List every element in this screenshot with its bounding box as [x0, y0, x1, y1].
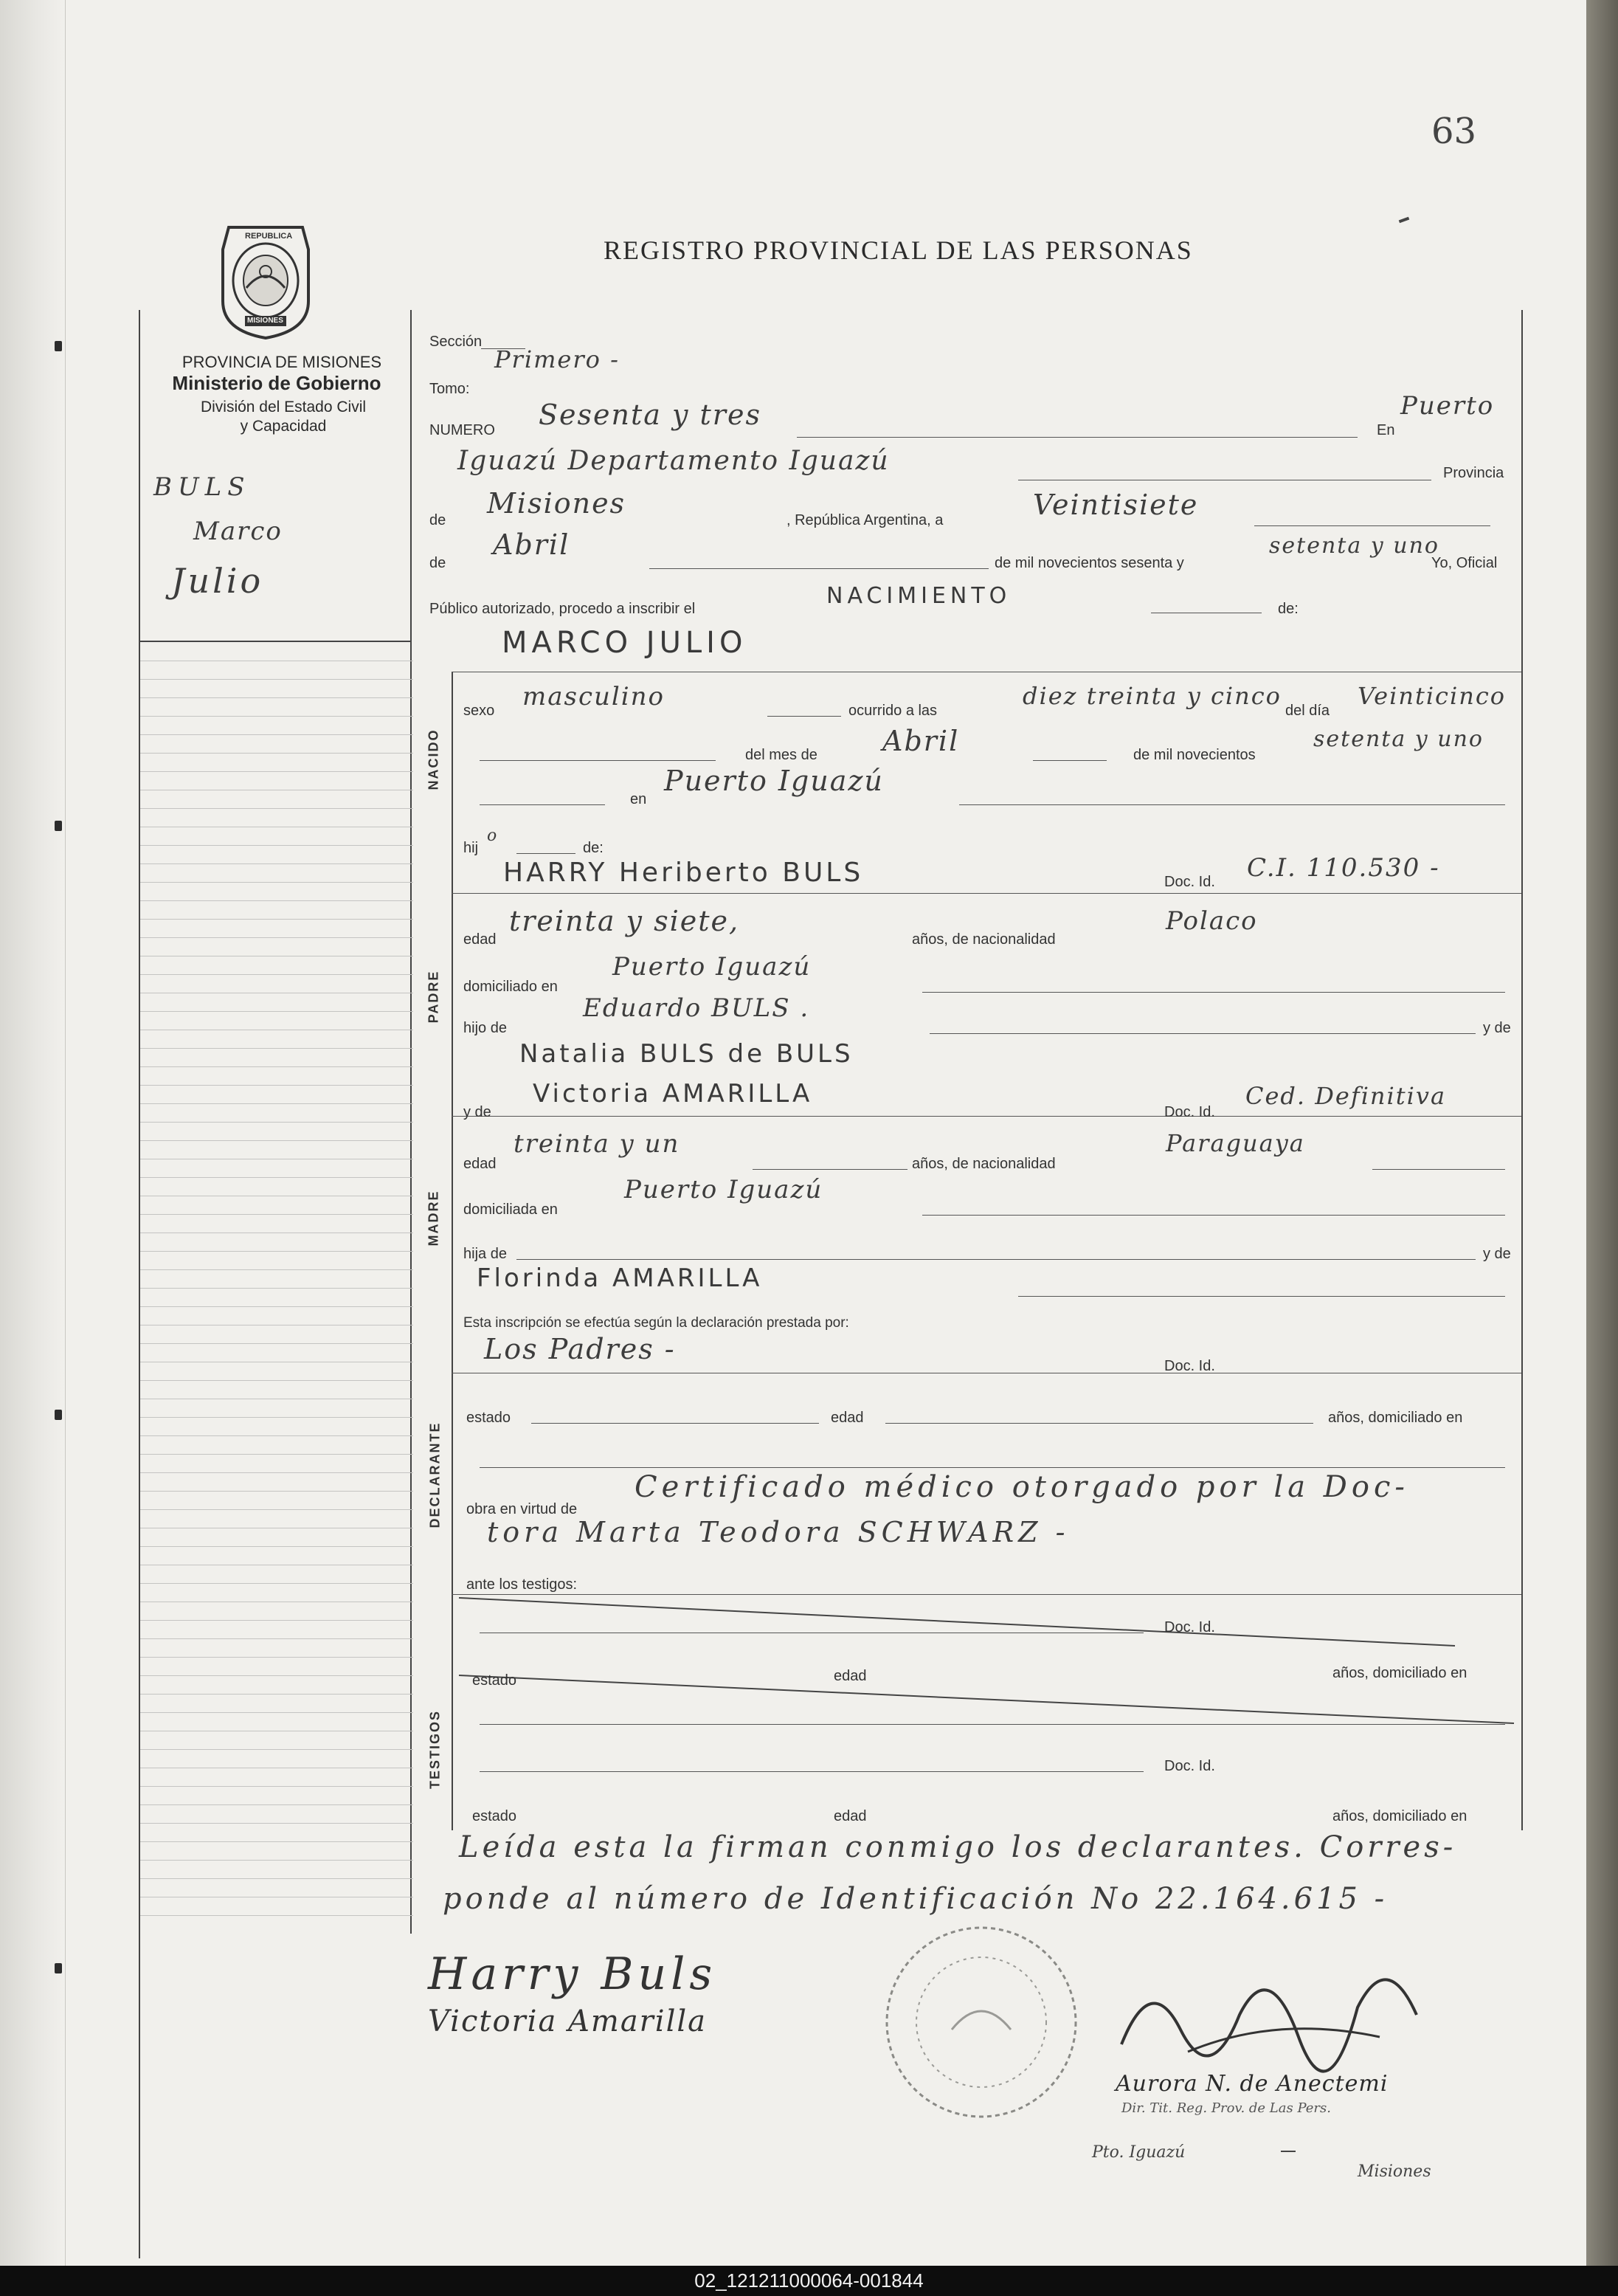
madre-nacionalidad-line	[1372, 1169, 1505, 1170]
ocurrido-label: ocurrido a las	[848, 703, 938, 719]
padre-nombre-value: HARRY Heriberto BULS	[503, 858, 864, 888]
padre-edad-label: edad	[463, 931, 497, 948]
lugar-value: Puerto Iguazú	[664, 765, 884, 797]
mes-lead-line	[480, 760, 716, 761]
lugar-line	[959, 804, 1505, 805]
page-binding	[0, 0, 66, 2266]
signature-mother: Victoria Amarilla	[428, 2004, 708, 2038]
hora-value: diez treinta y cinco	[1023, 682, 1282, 710]
del-mes-label: del mes de	[745, 747, 817, 763]
anio-value: setenta y uno	[1313, 726, 1484, 752]
margin-note-first-name: Marco	[193, 517, 283, 546]
year-value: setenta y uno	[1269, 533, 1439, 559]
madre-section-label: MADRE	[426, 1190, 441, 1247]
obra-label: obra en virtud de	[466, 1501, 578, 1517]
padre-doc-value: C.I. 110.530 -	[1247, 853, 1440, 883]
testigo-2-doc-line	[480, 1771, 1144, 1772]
de-value-1: Misiones	[487, 487, 626, 520]
seccion-label: Sección	[429, 334, 483, 350]
seal-text-top: REPUBLICA	[245, 232, 293, 241]
de-label-2: de	[429, 555, 446, 571]
madre-nombre-value: Victoria AMARILLA	[533, 1079, 813, 1109]
padre-doc-label: Doc. Id.	[1164, 874, 1215, 890]
declarante-doc-label: Doc. Id.	[1164, 1358, 1215, 1374]
mil-label: de mil novecientos	[1133, 747, 1256, 763]
padre-y-de-label: y de	[1483, 1020, 1511, 1036]
testigo-2-anios-label: años, domiciliado en	[1332, 1808, 1467, 1824]
madre-hija-de-line	[516, 1259, 1476, 1260]
hijo-label: hij	[463, 840, 479, 856]
declarante-section-label: DECLARANTE	[427, 1421, 443, 1528]
numero-line	[797, 437, 1358, 438]
sexo-label: sexo	[463, 703, 495, 719]
padre-padre-value: Eduardo BULS .	[583, 993, 810, 1023]
del-dia-label: del día	[1285, 703, 1330, 719]
madre-madre-line	[1018, 1296, 1505, 1297]
month-line	[649, 568, 989, 569]
padre-section-label: PADRE	[426, 970, 441, 1024]
provincia-label: Provincia	[1443, 465, 1504, 481]
testigo-1-doc-label: Doc. Id.	[1164, 1619, 1215, 1635]
madre-y-de-label: y de	[463, 1104, 491, 1120]
madre-domicilio-line	[922, 1215, 1505, 1216]
declarante-estado-line	[531, 1423, 819, 1424]
declarante-anios-label: años, domiciliado en	[1328, 1410, 1463, 1426]
margin-note-surname: BULS	[153, 472, 251, 502]
testigo-2-edad-label: edad	[834, 1808, 867, 1824]
official-signature	[1099, 1926, 1453, 2074]
mes-value: Abril	[882, 725, 960, 757]
republica-label: , República Argentina, a	[786, 512, 944, 528]
en-label: En	[1377, 422, 1395, 438]
hijo-de-label: de:	[583, 840, 604, 856]
padre-top-rule	[452, 893, 1521, 894]
dia-value: Veinticinco	[1358, 682, 1506, 710]
numero-value: Sesenta y tres	[539, 399, 761, 431]
ministry-label: Ministerio de Gobierno	[172, 372, 381, 394]
padre-nacionalidad-value: Polaco	[1166, 906, 1258, 936]
official-name: Aurora N. de Anectemi	[1116, 2071, 1389, 2097]
padre-domicilio-line	[922, 992, 1505, 993]
book-spine	[1586, 0, 1618, 2266]
official-province: Misiones	[1358, 2162, 1431, 2181]
province-label: PROVINCIA DE MISIONES	[181, 353, 382, 371]
testigo-1-edad-label: edad	[834, 1668, 867, 1684]
scan-caption: 02_121211000064-001844	[0, 2266, 1618, 2296]
hijo-suffix: o	[487, 827, 499, 845]
madre-doc-value: Ced. Definitiva	[1245, 1082, 1447, 1110]
official-title: Dir. Tit. Reg. Prov. de Las Pers.	[1121, 2100, 1331, 2116]
seal-text-bottom: MISIONES	[247, 317, 283, 325]
binding-staple	[55, 1410, 62, 1420]
de-label-3: de:	[1278, 601, 1299, 617]
de-label-1: de	[429, 512, 446, 528]
padre-hijo-de-label: hijo de	[463, 1020, 507, 1036]
obra-value-2: tora Marta Teodora SCHWARZ -	[487, 1516, 1070, 1548]
division-label-1: División del Estado Civil	[200, 399, 367, 416]
oficial-label: Yo, Oficial	[1431, 555, 1498, 571]
padre-madre-value: Natalia BULS de BULS	[519, 1039, 854, 1069]
inscripcion-label: Esta inscripción se efectúa según la declaración prestada por:	[463, 1315, 849, 1331]
padre-edad-value: treinta y siete,	[509, 905, 740, 937]
mes-line	[1033, 760, 1107, 761]
testigo-2-estado-label: estado	[472, 1808, 517, 1824]
tomo-label: Tomo:	[429, 381, 470, 397]
official-dash	[1281, 2151, 1296, 2152]
provincial-seal	[214, 220, 317, 342]
testigo-1-estado-label: estado	[472, 1672, 517, 1689]
day-line	[1254, 525, 1490, 526]
tomo-value: Primero -	[494, 345, 620, 373]
margin-note-second-name: Julio	[171, 561, 264, 601]
signature-father: Harry Buls	[428, 1948, 717, 2000]
declarante-domicilio-line	[480, 1467, 1505, 1468]
testigos-cancel-strokes	[452, 1594, 1521, 1816]
en-value: Puerto	[1400, 391, 1495, 421]
padre-domicilio-value: Puerto Iguazú	[612, 952, 812, 982]
madre-edad-label: edad	[463, 1156, 497, 1172]
official-stamp	[871, 1919, 1092, 2126]
nacido-en-label: en	[630, 791, 647, 807]
declarante-edad-label: edad	[831, 1410, 864, 1426]
obra-value-1: Certificado médico otorgado por la Doc-	[635, 1470, 1409, 1504]
madre-nacionalidad-value: Paraguaya	[1166, 1129, 1305, 1157]
binding-staple	[55, 341, 62, 351]
testigo-1-anios-label: años, domiciliado en	[1332, 1665, 1467, 1681]
madre-edad-line	[753, 1169, 907, 1170]
closing-note-line-2: ponde al número de Identificación No 22.164.615 -	[443, 1882, 1389, 1916]
day-value: Veintisiete	[1033, 489, 1199, 521]
madre-anios-label: años, de nacionalidad	[912, 1156, 1056, 1172]
form-right-border	[1521, 310, 1523, 1830]
year-label: de mil novecientos sesenta y	[995, 555, 1184, 571]
ante-testigos-label: ante los testigos:	[466, 1576, 578, 1593]
official-place: Pto. Iguazú	[1092, 2143, 1186, 2162]
madre-top-rule	[452, 1116, 1521, 1117]
nacido-section-label: NACIDO	[426, 728, 441, 790]
madre-domicilio-label: domiciliada en	[463, 1202, 558, 1218]
registry-title: REGISTRO PROVINCIAL DE LAS PERSONAS	[604, 235, 1193, 265]
hijo-line	[516, 853, 575, 854]
testigo-1-domicilio-line	[480, 1724, 1505, 1725]
declarante-estado-label: estado	[466, 1410, 511, 1426]
sexo-value: masculino	[522, 682, 665, 711]
testigos-section-label: TESTIGOS	[427, 1710, 443, 1790]
padre-domicilio-label: domiciliado en	[463, 979, 558, 995]
page-number: 63	[1431, 111, 1477, 152]
left-panel-divider	[139, 641, 412, 642]
padre-anios-label: años, de nacionalidad	[912, 931, 1056, 948]
declarante-value: Los Padres -	[484, 1333, 676, 1365]
binding-staple	[55, 821, 62, 831]
binding-staple	[55, 1963, 62, 1973]
numero-label: NUMERO	[429, 422, 495, 438]
en-lead-line	[480, 804, 605, 805]
name-value: MARCO JULIO	[502, 626, 747, 660]
madre-domicilio-value: Puerto Iguazú	[624, 1175, 823, 1204]
declarante-edad-line	[885, 1423, 1313, 1424]
act-value: NACIMIENTO	[826, 583, 1012, 609]
padre-hijo-de-line	[930, 1033, 1476, 1034]
madre-madre-value: Florinda AMARILLA	[477, 1264, 763, 1293]
month-value: Abril	[493, 528, 570, 561]
madre-edad-value: treinta y un	[514, 1129, 680, 1159]
closing-note-line-1: Leída esta la firman conmigo los declarantes. Corres-	[459, 1830, 1457, 1864]
publico-label: Público autorizado, procedo a inscribir el	[429, 601, 696, 617]
sexo-line	[767, 716, 841, 717]
madre-doc-label: Doc. Id.	[1164, 1104, 1215, 1120]
division-label-2: y Capacidad	[240, 418, 327, 435]
testigo-2-doc-label: Doc. Id.	[1164, 1758, 1215, 1774]
madre-y-de-label-2: y de	[1483, 1246, 1511, 1262]
place-value: Iguazú Departamento Iguazú	[457, 446, 890, 476]
left-panel-border	[139, 310, 140, 2258]
header-mark	[1399, 217, 1410, 224]
madre-hija-de-label: hija de	[463, 1246, 507, 1262]
